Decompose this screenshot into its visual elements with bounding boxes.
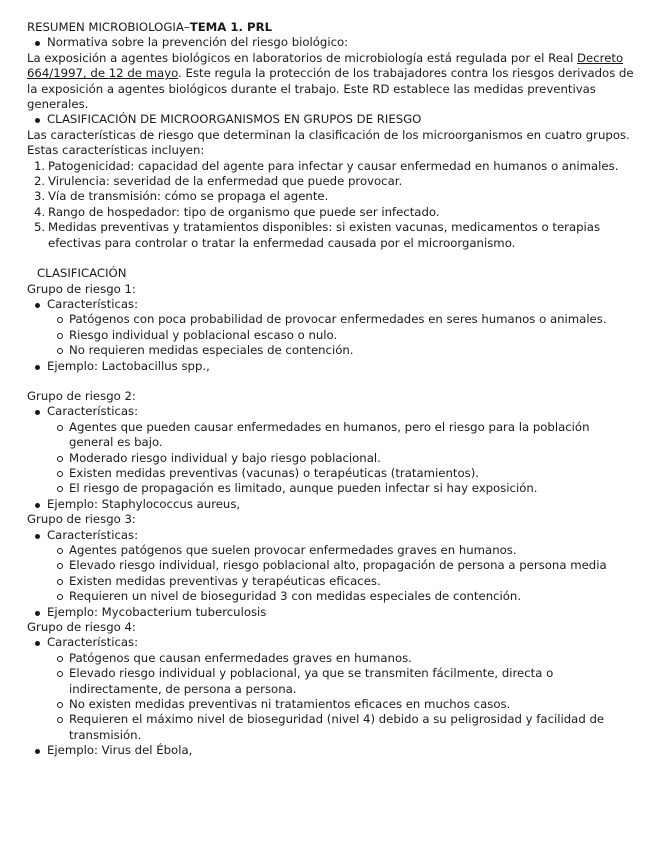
group-title: Grupo de riesgo 3: [27,512,136,527]
clasificacion-heading: CLASIFICACIÓN [37,266,127,281]
list-item [27,174,637,189]
characteristic-item: Riesgo individual y poblacional escaso o nulo. [27,328,637,343]
characteristic-item: Existen medidas preventivas y terapéuticas eficaces. [27,574,637,589]
real-decreto-link[interactable]: Decreto 664/1997, de 12 de mayo [27,50,624,81]
document-title [27,20,637,35]
section-normativa-bullet: Normativa sobre la prevención del riesgo biológico: [27,35,637,50]
risk-characteristics-list [27,159,637,251]
characteristic-item: Patógenos que causan enfermedades graves en humanos. [27,651,637,666]
group-title: Grupo de riesgo 2: [27,388,136,403]
list-item [27,159,637,174]
risk-group-3 [27,512,637,620]
characteristic-item: Elevado riesgo individual, riesgo poblacional alto, propagación de persona a persona media [27,558,637,573]
section-clasificacion-bullet: CLASIFICACIÓN DE MICROORGANISMOS EN GRUPOS DE RIESGO [27,112,637,127]
characteristic-item: Moderado riesgo individual y bajo riesgo poblacional. [27,451,637,466]
characteristics-label: Características: [27,528,637,543]
list-item [27,220,637,251]
characteristics-label: Características: [27,297,637,312]
list-number: 2. [34,174,46,189]
characteristic-item: Agentes que pueden causar enfermedades en humanos, pero el riesgo para la población general es bajo. [27,420,637,451]
spacer [27,251,637,266]
group-example: Ejemplo: Mycobacterium tuberculosis [27,605,637,620]
list-number: 5. [34,220,46,235]
list-item [27,189,637,204]
characteristic-item: Agentes patógenos que suelen provocar enfermedades graves en humanos. [27,543,637,558]
list-text: Vía de transmisión: cómo se propaga el agente. [48,189,329,204]
clasificacion-intro: Las características de riesgo que determinan la clasificación de los microorganismos en cuatro grupos. Estas características incluyen: [27,127,630,158]
characteristic-item: No existen medidas preventivas ni tratamientos eficaces en muchos casos. [27,697,637,712]
list-number: 3. [34,189,46,204]
list-text: Patogenicidad: capacidad del agente para infectar y causar enfermedad en humanos o animales. [48,158,619,173]
title-bold: TEMA 1. PRL [189,20,273,34]
risk-group-1 [27,282,637,374]
characteristic-item: No requieren medidas especiales de contención. [27,343,637,358]
risk-group-4 [27,620,637,759]
normativa-text-b: . Este regula la protección de los trabajadores contra los riesgos derivados de la exposición a agentes biológicos durante el trabajo. Este RD establece las medidas preventivas generales. [27,66,634,112]
group-title: Grupo de riesgo 4: [27,620,136,635]
list-text: Rango de hospedador: tipo de organismo que puede ser infectado. [48,204,440,219]
characteristic-item: Requieren el máximo nivel de bioseguridad (nivel 4) debido a su peligrosidad y facilidad de transmisión. [27,712,637,743]
group-example: Ejemplo: Virus del Ébola, [27,743,637,758]
characteristics-label: Características: [27,635,637,650]
risk-group-2 [27,389,637,512]
normativa-text-a: La exposición a agentes biológicos en laboratorios de microbiología está regulada por el Real [27,50,578,65]
list-text: Medidas preventivas y tratamientos disponibles: si existen vacunas, medicamentos o terapias efectivas para controlar o tratar la enfermedad causada por el microorganismo. [48,220,601,250]
list-item [27,205,637,220]
list-text: Virulencia: severidad de la enfermedad que puede provocar. [48,174,403,189]
spacer [27,374,637,389]
characteristics-label: Características: [27,404,637,419]
characteristic-item: Existen medidas preventivas (vacunas) o terapéuticas (tratamientos). [27,466,637,481]
characteristic-item: El riesgo de propagación es limitado, aunque pueden infectar si hay exposición. [27,481,637,496]
characteristic-item: Patógenos con poca probabilidad de provocar enfermedades en seres humanos o animales. [27,312,637,327]
group-title: Grupo de riesgo 1: [27,281,136,296]
characteristic-item: Requieren un nivel de bioseguridad 3 con medidas especiales de contención. [27,589,637,604]
title-prefix: RESUMEN MICROBIOLOGIA– [27,20,190,34]
group-example: Ejemplo: Staphylococcus aureus, [27,497,637,512]
list-number: 4. [34,204,46,219]
normativa-paragraph [27,51,637,113]
group-example: Ejemplo: Lactobacillus spp., [27,359,637,374]
characteristic-item: Elevado riesgo individual y poblacional, ya que se transmiten fácilmente, directa o indirectamente, de persona a persona. [27,666,637,697]
list-number: 1. [34,158,46,173]
